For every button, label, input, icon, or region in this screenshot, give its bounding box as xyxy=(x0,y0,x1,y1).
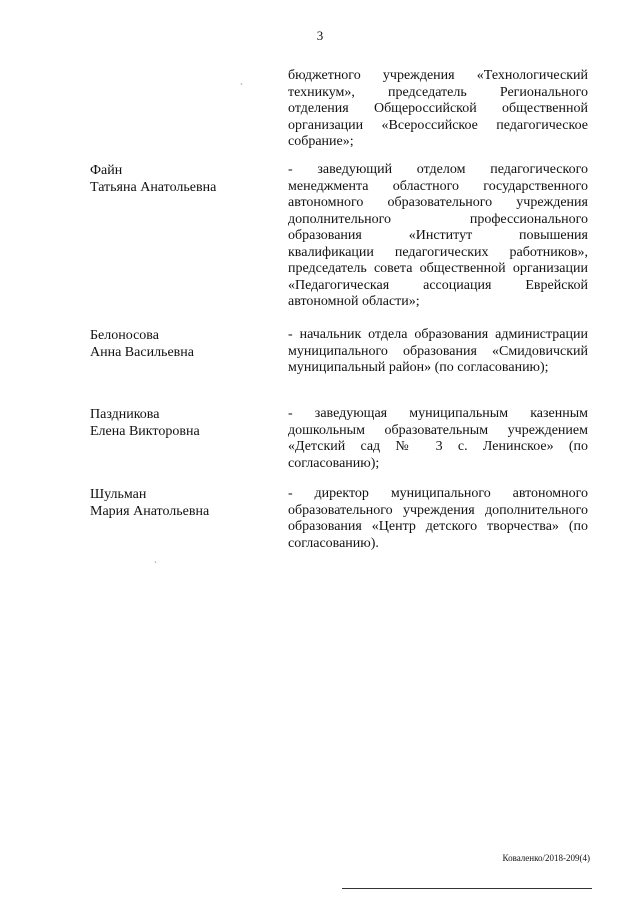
member-surname: Шульман xyxy=(90,487,147,502)
member-surname: Белоносова xyxy=(90,328,159,343)
member-surname: Паздникова xyxy=(90,407,160,422)
member-name xyxy=(90,327,280,361)
member-given-names: Анна Васильевна xyxy=(90,345,194,360)
member-surname: Файн xyxy=(90,163,123,178)
scan-speck: ` xyxy=(240,82,243,92)
member-role: - заведующая муниципальным казенным дошкольным образовательным учреждением «Детский сад № 3 с. Ленинское» (по согласованию); xyxy=(288,406,588,471)
member-given-names: Елена Викторовна xyxy=(90,424,200,439)
footer-rule xyxy=(342,888,592,889)
member-role: - начальник отдела образования администрации муниципального образования «Смидовичский муниципальный район» (по согласованию); xyxy=(288,327,588,375)
member-name xyxy=(90,162,280,196)
member-role: - заведующий отделом педагогического менеджмента областного государственного автономного образовательного учреждения дополнительного профессионального образования «Институт повышения квалификации педагогических работников», председатель совета общественной организации «Педагогическая ассоциация Еврейской автономной области»; xyxy=(288,162,588,309)
member-role: - директор муниципального автономного образовательного учреждения дополнительного образования «Центр детского творчества» (по согласованию). xyxy=(288,486,588,551)
scan-speck: ` xyxy=(154,560,157,570)
member-name xyxy=(90,406,280,440)
member-given-names: Татьяна Анатольевна xyxy=(90,180,217,195)
member-name xyxy=(90,486,280,520)
member-given-names: Мария Анатольевна xyxy=(90,504,210,519)
document-reference: Коваленко/2018-209(4) xyxy=(502,853,590,863)
continued-role-text: бюджетного учреждения «Технологический техникум», председатель Регионального отделения Общероссийской общественной организации «Всероссийское педагогическое собрание»; xyxy=(288,68,588,149)
page-number: 3 xyxy=(316,28,324,43)
